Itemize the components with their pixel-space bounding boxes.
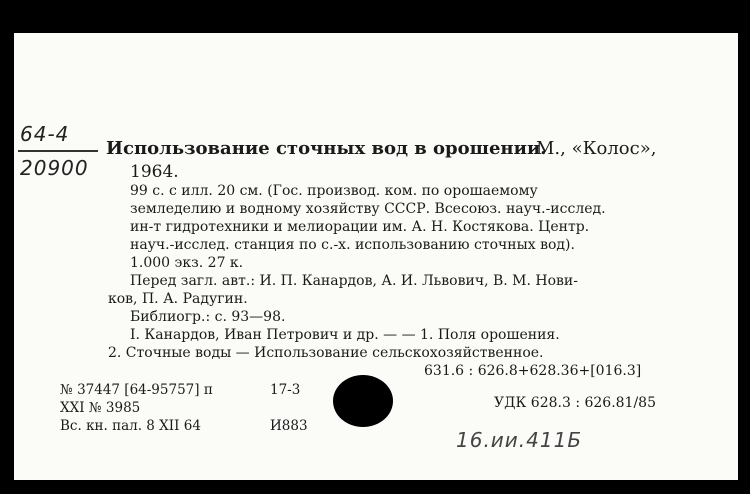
subjects-line-1: I. Канардов, Иван Петрович и др. — — 1. Поля орошения. — [130, 327, 560, 343]
call-number-divider — [18, 150, 98, 152]
punch-hole — [333, 375, 393, 427]
inventory-handwritten: 16.ии.411Б — [456, 428, 583, 452]
description-line-5: 1.000 экз. 27 к. — [130, 255, 244, 271]
card-number-line-1b: 17-3 — [270, 382, 301, 398]
card-number-line-3b: И883 — [270, 418, 308, 434]
description-line-4: науч.-исслед. станция по с.-х. использованию сточных вод). — [130, 237, 575, 253]
description-line-2: земледелию и водному хозяйству СССР. Всесоюз. науч.-исслед. — [130, 201, 606, 217]
bibliography: Библиогр.: с. 93—98. — [130, 309, 286, 325]
description-line-1: 99 с. с илл. 20 см. (Гос. производ. ком. по орошаемому — [130, 183, 538, 199]
authors-line-1: Перед загл. авт.: И. П. Канардов, А. И. Львович, В. М. Нови- — [130, 273, 578, 289]
call-number-bottom: 20900 — [20, 156, 89, 180]
classification: 631.6 : 626.8+628.36+[016.3] — [424, 363, 642, 379]
card-number-line-1: № 37447 [64-95757] п — [60, 382, 213, 398]
book-title: Использование сточных вод в орошении. — [106, 138, 547, 159]
publisher: М., «Колос», — [536, 138, 657, 159]
call-number-top: 64-4 — [20, 122, 70, 146]
card-number-line-3: Вс. кн. пал. 8 XII 64 — [60, 418, 201, 434]
card-number-line-2: XXI № 3985 — [60, 400, 141, 416]
authors-line-2: ков, П. А. Радугин. — [108, 291, 248, 307]
subjects-line-2: 2. Сточные воды — Использование сельскохозяйственное. — [108, 345, 544, 361]
description-line-3: ин-т гидротехники и мелиорации им. А. Н. Костякова. Центр. — [130, 219, 590, 235]
year: 1964. — [130, 162, 179, 182]
udk-code: УДК 628.3 : 626.81/85 — [494, 395, 656, 411]
